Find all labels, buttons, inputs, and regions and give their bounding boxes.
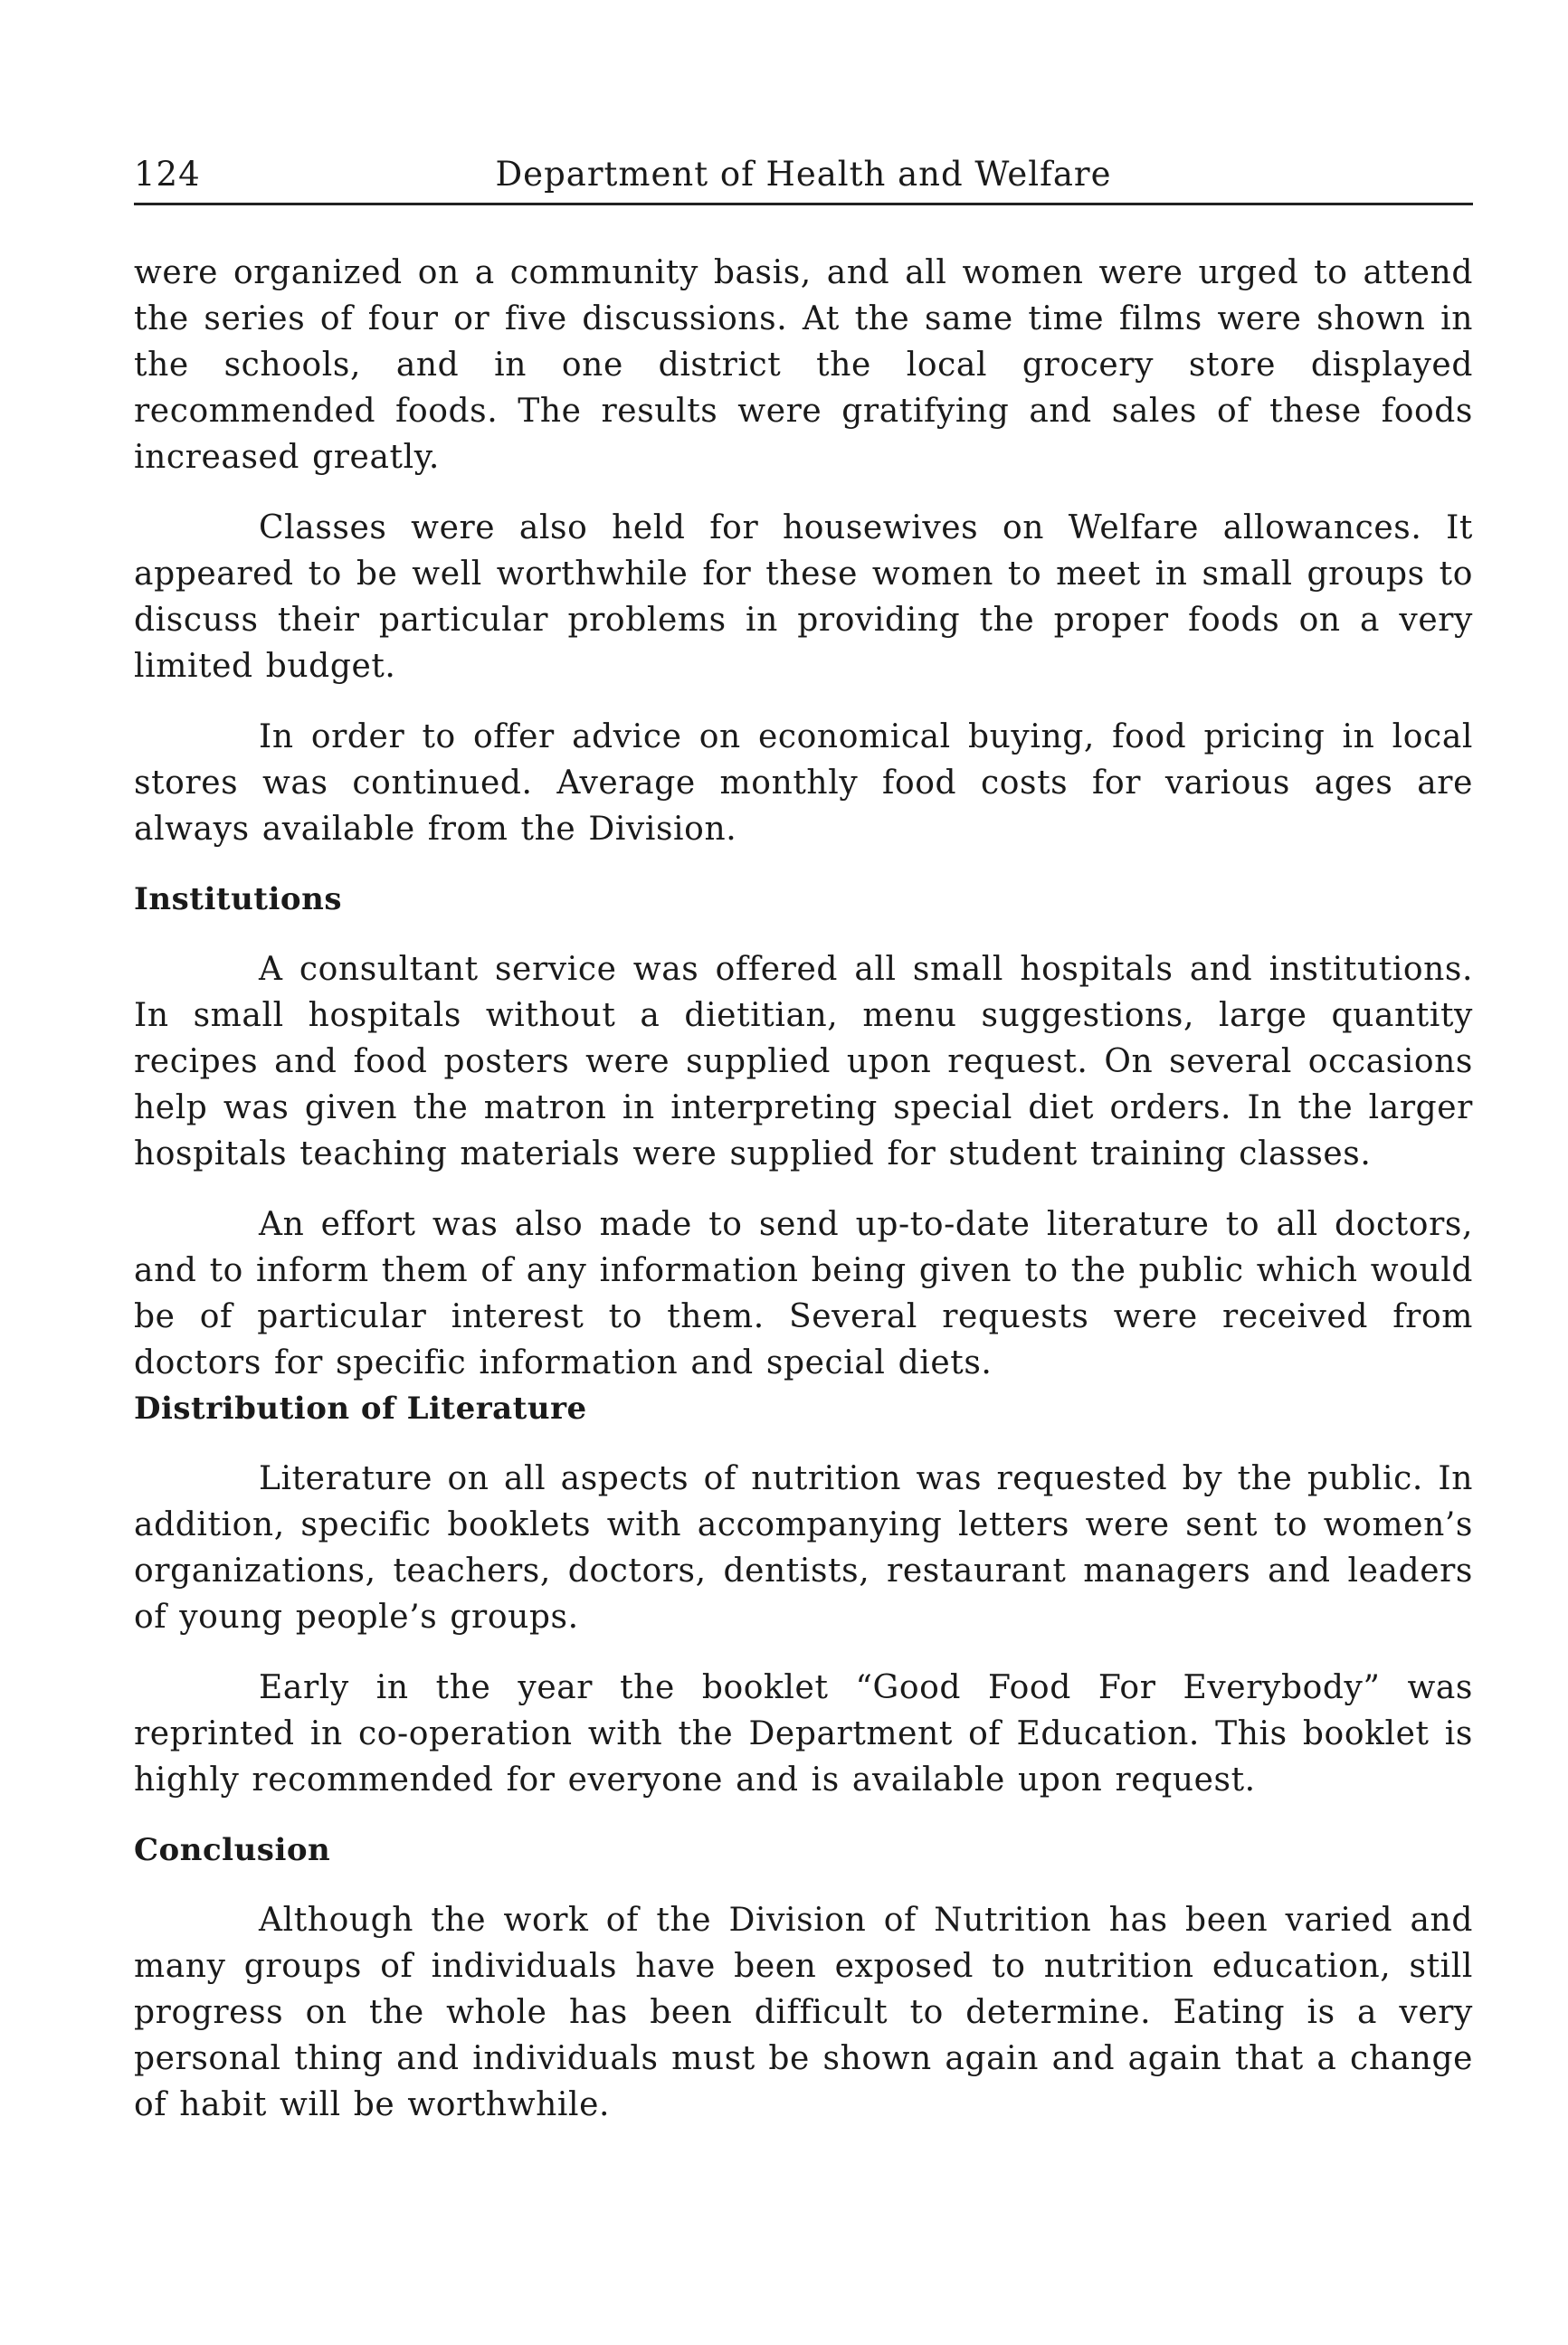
paragraph-consultant-service: A consultant service was offered all small hospitals and institutions. In small hospitals without a dietitian, menu suggestions, large quantity recipes and food posters were supplied upon request. On several occasions help was given the matron in interpreting special diet orders. In the larger hospitals teaching materials were supplied for student training classes. (134, 951, 1473, 1172)
section-heading-institutions: Institutions (134, 881, 342, 917)
page-number: 124 (134, 155, 201, 194)
section-heading-distribution: Distribution of Literature (134, 1391, 587, 1427)
paragraph-conclusion: Although the work of the Division of Nutrition has been varied and many groups of individuals have been exposed to nutrition education, still progress on the whole has been difficult to determine. Eating is a very personal thing and individuals must be shown again and again that a change of habit will be worthwhile. (134, 1902, 1473, 2123)
paragraph-booklet: Early in the year the booklet “Good Food For Everybody” was reprinted in co-operation with the Department of Education. This booklet is highly recommended for everyone and is available upon request. (134, 1669, 1473, 1799)
paragraph-community-classes: were organized on a community basis, and all women were urged to attend the series of four or five discussions. At the same time films were shown in the schools, and in one district the local grocery store displayed recommended foods. The results were gratifying and sales of these foods increased greatly. (134, 254, 1473, 476)
paragraph-literature-requests: Literature on all aspects of nutrition was requested by the public. In addition, specific booklets with accompanying letters were sent to women’s organizations, teachers, doctors, dentists, restaurant managers and leaders of young people’s groups. (134, 1460, 1473, 1636)
body-text (134, 250, 1473, 2152)
paragraph-welfare-classes: Classes were also held for housewives on Welfare allowances. It appeared to be well worthwhile for these women to meet in small groups to discuss their particular problems in providing the proper foods on a very limited budget. (134, 509, 1473, 685)
running-title: Department of Health and Welfare (495, 155, 1112, 194)
paragraph-food-pricing: In order to offer advice on economical buying, food pricing in local stores was continued. Average monthly food costs for various ages are always available from the Division. (134, 718, 1473, 848)
paragraph-doctors-literature: An effort was also made to send up-to-date literature to all doctors, and to inform them of any information being given to the public which would be of particular interest to them. Several requests were received from doctors for specific information and special diets. (134, 1206, 1473, 1381)
running-header (134, 152, 1473, 205)
section-heading-conclusion: Conclusion (134, 1832, 331, 1868)
